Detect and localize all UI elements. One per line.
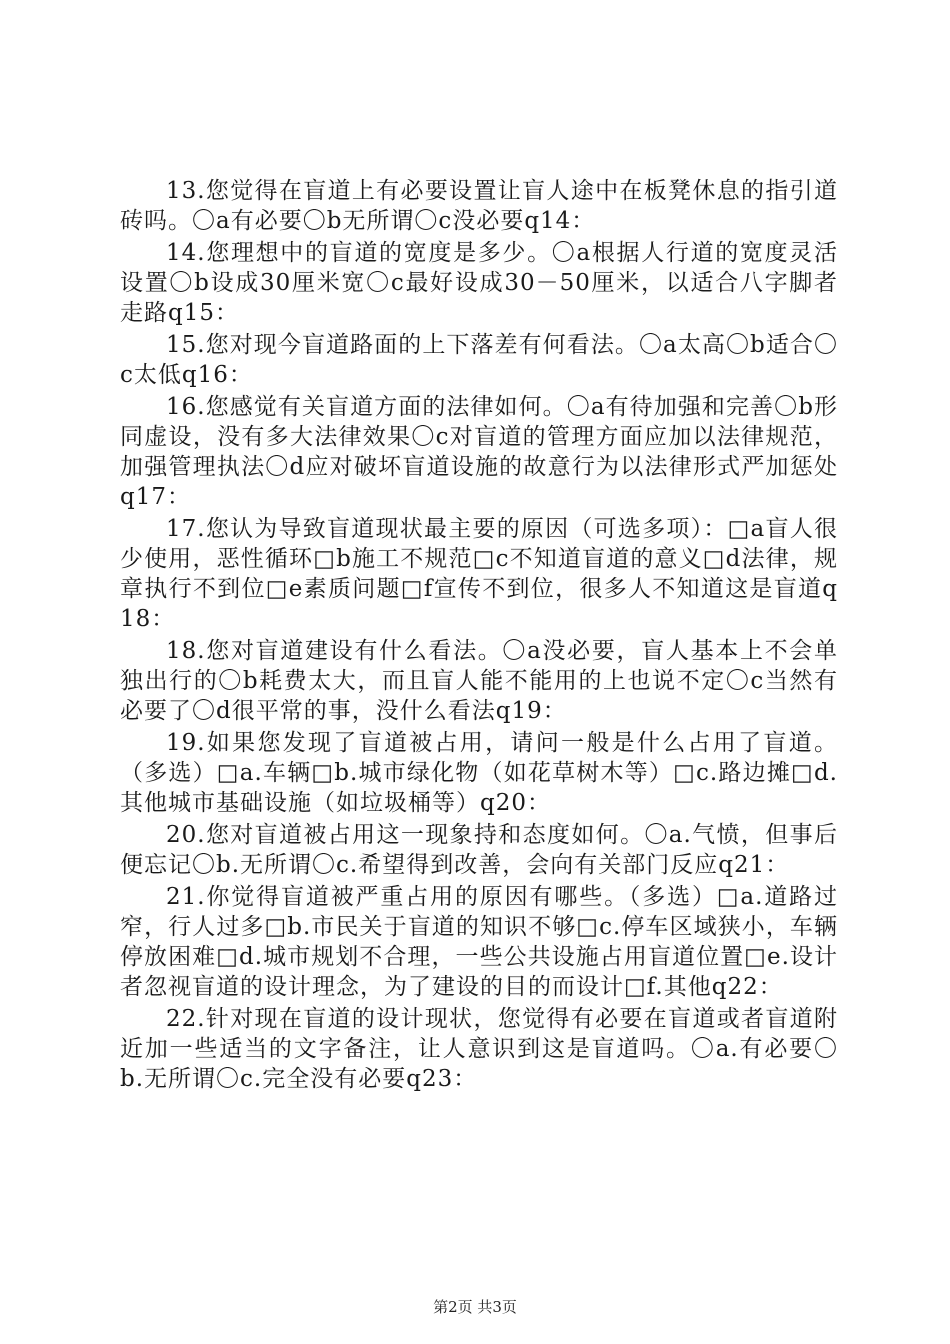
question-21: 21.你觉得盲道被严重占用的原因有哪些。（多选）□a.道路过窄，行人过多□b.市民关于盲道的知识不够□c.停车区域狭小，车辆停放困难□d.城市规划不合理，一些公共设施占用盲道位置□e.设计者忽视盲道的设计理念，为了建设的目的而设计□f.其他q22：: [120, 884, 838, 1000]
question-20: 20.您对盲道被占用这一现象持和态度如何。〇a.气愤，但事后便忘记〇b.无所谓〇c.希望得到改善，会向有关部门反应q21：: [120, 822, 838, 878]
document-body: [120, 176, 838, 1096]
question-22: 22.针对现在盲道的设计现状，您觉得有必要在盲道或者盲道附近加一些适当的文字备注，让人意识到这是盲道吗。〇a.有必要〇b.无所谓〇c.完全没有必要q23：: [120, 1006, 838, 1092]
page-footer: 第2页 共3页: [433, 1298, 517, 1316]
question-13: 13.您觉得在盲道上有必要设置让盲人途中在板凳休息的指引道砖吗。〇a有必要〇b无所谓〇c没必要q14：: [120, 178, 838, 234]
question-19: 19.如果您发现了盲道被占用，请问一般是什么占用了盲道。（多选）□a.车辆□b.城市绿化物（如花草树木等）□c.路边摊□d.其他城市基础设施（如垃圾桶等）q20：: [120, 730, 838, 816]
question-16: 16.您感觉有关盲道方面的法律如何。〇a有待加强和完善〇b形同虚设，没有多大法律效果〇c对盲道的管理方面应加以法律规范，加强管理执法〇d应对破坏盲道设施的故意行为以法律形式严加惩处q17：: [120, 394, 838, 510]
question-15: 15.您对现今盲道路面的上下落差有何看法。〇a太高〇b适合〇c太低q16：: [120, 332, 838, 388]
question-17: 17.您认为导致盲道现状最主要的原因（可选多项）：□a盲人很少使用，恶性循环□b施工不规范□c不知道盲道的意义□d法律，规章执行不到位□e素质问题□f宣传不到位，很多人不知道这是盲道q18：: [120, 516, 838, 632]
question-18: 18.您对盲道建设有什么看法。〇a没必要，盲人基本上不会单独出行的〇b耗费太大，而且盲人能不能用的上也说不定〇c当然有必要了〇d很平常的事，没什么看法q19：: [120, 638, 838, 724]
question-14: 14.您理想中的盲道的宽度是多少。〇a根据人行道的宽度灵活设置〇b设成30厘米宽〇c最好设成30－50厘米，以适合八字脚者走路q15：: [120, 240, 838, 326]
